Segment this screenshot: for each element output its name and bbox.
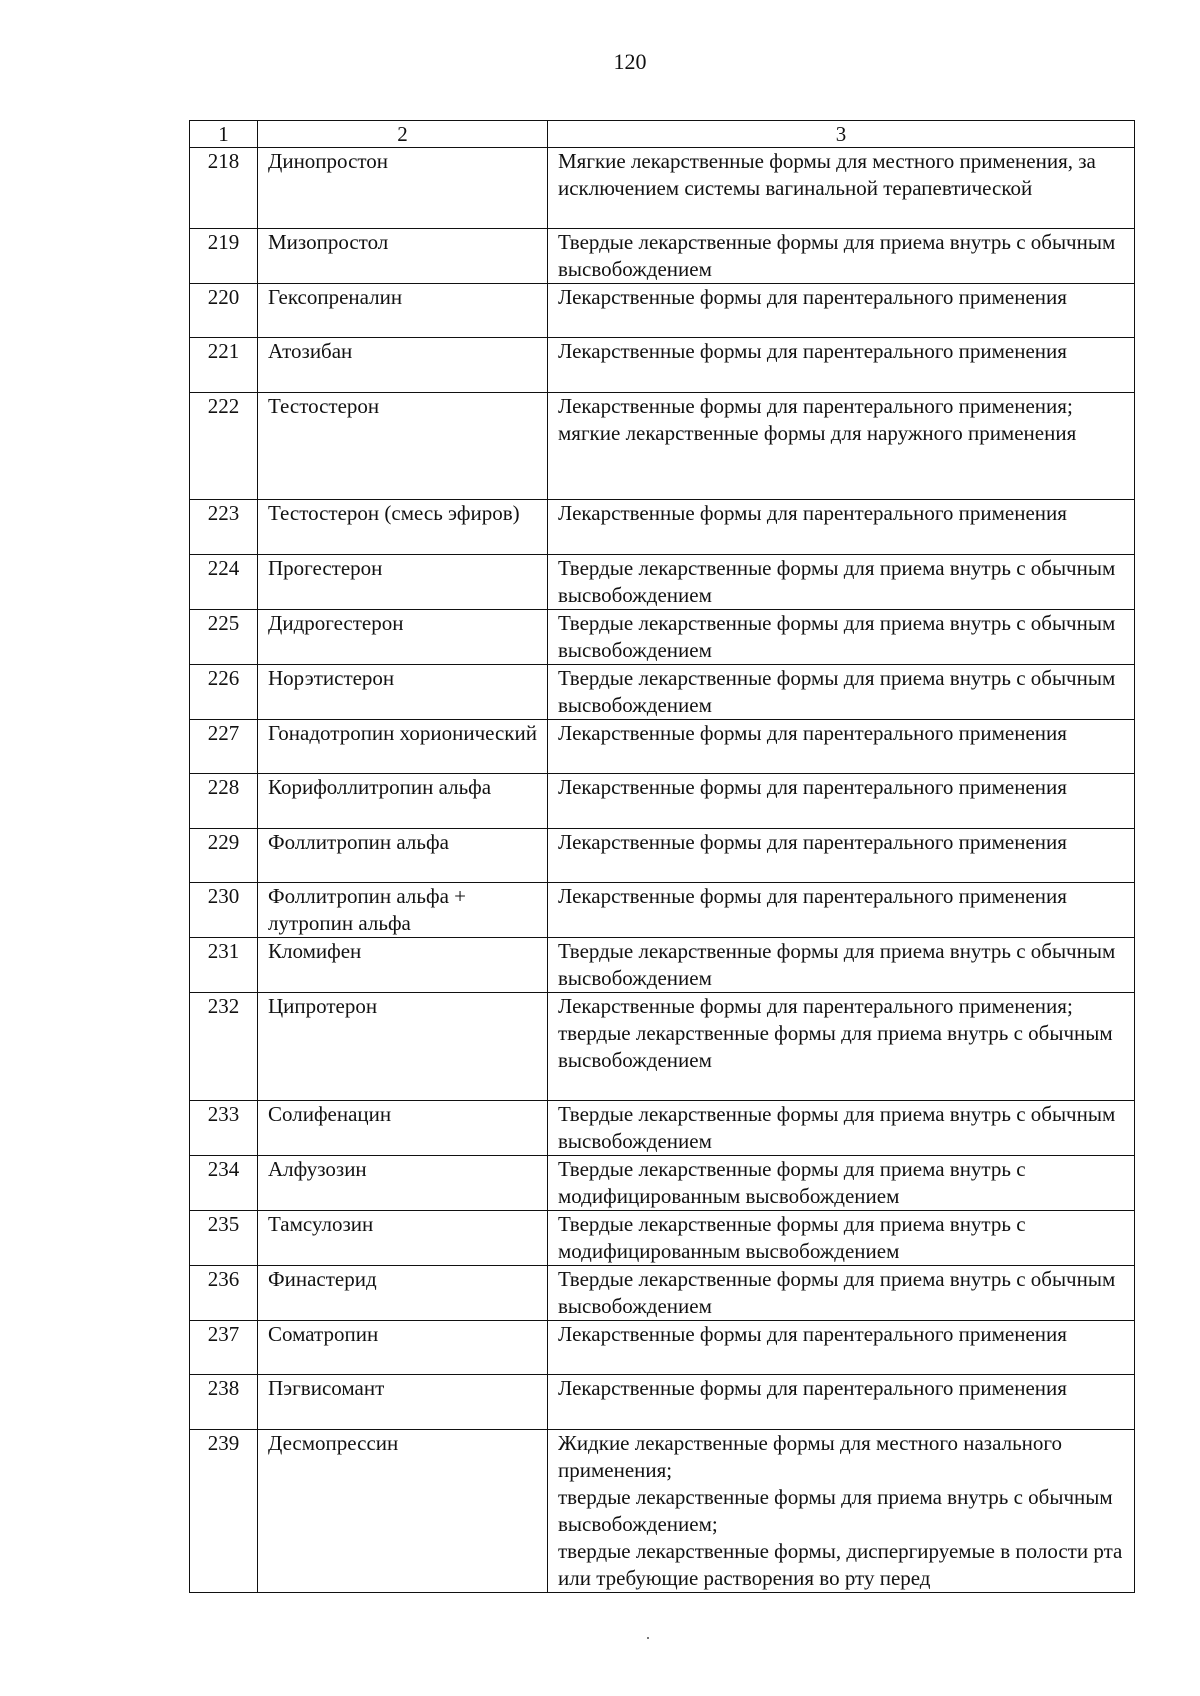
row-number: 226 (190, 664, 258, 719)
dosage-form-entry: Твердые лекарственные формы для приема внутрь с модифицированным высвобождением (558, 1156, 1026, 1208)
dosage-form-entry: Жидкие лекарственные формы для местного назального применения; (558, 1430, 1062, 1482)
dosage-form-entry: Лекарственные формы для парентерального применения (558, 501, 1067, 525)
drug-name: Атозибан (258, 338, 548, 393)
drug-name: Гонадотропин хорионический (258, 719, 548, 774)
row-number: 223 (190, 500, 258, 555)
table-row (190, 392, 1135, 500)
table-header-row (190, 121, 1135, 148)
row-number: 235 (190, 1210, 258, 1265)
dosage-forms (548, 1155, 1135, 1210)
drug-name: Фоллитропин альфа (258, 828, 548, 883)
dosage-form-entry: Лекарственные формы для парентерального применения (558, 1321, 1067, 1346)
table-row (190, 938, 1135, 993)
row-number: 225 (190, 609, 258, 664)
row-number: 228 (190, 774, 258, 829)
dosage-forms (548, 1265, 1135, 1320)
drug-name: Пэгвисомант (258, 1375, 548, 1430)
dosage-form-entry: Твердые лекарственные формы для приема внутрь с обычным высвобождением (558, 229, 1116, 281)
table-row (190, 1375, 1135, 1430)
drug-name: Ципротерон (258, 993, 548, 1101)
table-row (190, 664, 1135, 719)
table-row (190, 828, 1135, 883)
dosage-forms (548, 774, 1135, 829)
dosage-form-entry: Лекарственные формы для парентерального применения (558, 1376, 1067, 1400)
dosage-forms (548, 883, 1135, 938)
row-number: 234 (190, 1155, 258, 1210)
drug-name: Динопростон (258, 148, 548, 229)
table-row (190, 883, 1135, 938)
drug-name: Солифенацин (258, 1100, 548, 1155)
drug-name: Гексопреналин (258, 283, 548, 338)
dosage-forms (548, 338, 1135, 393)
dosage-forms (548, 1375, 1135, 1430)
drug-name: Дидрогестерон (258, 609, 548, 664)
dosage-form-entry: Твердые лекарственные формы для приема внутрь с обычным высвобождением (558, 555, 1116, 607)
drug-name: Финастерид (258, 1265, 548, 1320)
dosage-form-entry: Лекарственные формы для парентерального применения; (558, 994, 1073, 1018)
table-row (190, 1100, 1135, 1155)
drug-name: Соматропин (258, 1320, 548, 1375)
column-header-1: 1 (190, 121, 258, 148)
dosage-forms (548, 148, 1135, 229)
dosage-form-entry: Твердые лекарственные формы для приема внутрь с обычным высвобождением (558, 610, 1116, 662)
dosage-form-entry: Лекарственные формы для парентерального применения (558, 720, 1067, 745)
dosage-form-entry: Лекарственные формы для парентерального применения; (558, 393, 1073, 418)
drug-name: Алфузозин (258, 1155, 548, 1210)
dosage-forms (548, 1100, 1135, 1155)
dosage-form-entry: Лекарственные формы для парентерального применения (558, 775, 1067, 799)
row-number: 224 (190, 554, 258, 609)
medicine-table (189, 120, 1135, 1593)
dosage-forms (548, 1429, 1135, 1592)
dosage-form-entry: твердые лекарственные формы для приема внутрь с обычным высвобождением (558, 1021, 1113, 1072)
table-row (190, 1429, 1135, 1592)
table-row (190, 719, 1135, 774)
scan-speck (647, 1637, 649, 1639)
dosage-form-entry: твердые лекарственные формы, диспергируемые в полости рта или требующие растворения во рту перед (558, 1538, 1123, 1590)
row-number: 219 (190, 228, 258, 283)
row-number: 222 (190, 392, 258, 500)
dosage-forms (548, 828, 1135, 883)
row-number: 237 (190, 1320, 258, 1375)
table-row (190, 554, 1135, 609)
table-row (190, 609, 1135, 664)
table-row (190, 338, 1135, 393)
dosage-form-entry: Твердые лекарственные формы для приема внутрь с обычным высвобождением (558, 1101, 1116, 1153)
column-header-3: 3 (548, 121, 1135, 148)
row-number: 236 (190, 1265, 258, 1320)
row-number: 221 (190, 338, 258, 393)
dosage-form-entry: Лекарственные формы для парентерального применения (558, 284, 1067, 309)
dosage-forms (548, 1320, 1135, 1375)
row-number: 220 (190, 283, 258, 338)
table-body (190, 121, 1135, 1593)
drug-name: Мизопростол (258, 228, 548, 283)
drug-name: Прогестерон (258, 554, 548, 609)
drug-name: Тестостерон (258, 392, 548, 500)
row-number: 229 (190, 828, 258, 883)
dosage-form-entry: Твердые лекарственные формы для приема внутрь с обычным высвобождением (558, 1266, 1116, 1318)
table-row (190, 1155, 1135, 1210)
column-header-2: 2 (258, 121, 548, 148)
dosage-forms (548, 392, 1135, 500)
dosage-forms (548, 719, 1135, 774)
dosage-forms (548, 228, 1135, 283)
dosage-form-entry: Мягкие лекарственные формы для местного применения, за исключением системы вагинальной терапевтической (558, 149, 1096, 200)
row-number: 218 (190, 148, 258, 229)
table-row (190, 1265, 1135, 1320)
row-number: 230 (190, 883, 258, 938)
dosage-forms (548, 609, 1135, 664)
dosage-form-entry: Лекарственные формы для парентерального применения (558, 339, 1067, 363)
dosage-form-entry: Твердые лекарственные формы для приема внутрь с обычным высвобождением (558, 665, 1116, 717)
drug-name: Фоллитропин альфа + лутропин альфа (258, 883, 548, 938)
table-row (190, 774, 1135, 829)
dosage-form-entry: Лекарственные формы для парентерального применения (558, 884, 1067, 908)
dosage-forms (548, 664, 1135, 719)
dosage-forms (548, 938, 1135, 993)
dosage-forms (548, 500, 1135, 555)
drug-name: Десмопрессин (258, 1429, 548, 1592)
row-number: 232 (190, 993, 258, 1101)
table-row (190, 148, 1135, 229)
table-row (190, 1210, 1135, 1265)
row-number: 227 (190, 719, 258, 774)
dosage-forms (548, 554, 1135, 609)
dosage-form-entry: твердые лекарственные формы для приема внутрь с обычным высвобождением; (558, 1484, 1113, 1536)
dosage-form-entry: мягкие лекарственные формы для наружного применения (558, 420, 1077, 445)
table-row (190, 283, 1135, 338)
row-number: 238 (190, 1375, 258, 1430)
drug-name: Корифоллитропин альфа (258, 774, 548, 829)
drug-name: Норэтистерон (258, 664, 548, 719)
dosage-forms (548, 283, 1135, 338)
table-row (190, 228, 1135, 283)
row-number: 231 (190, 938, 258, 993)
table-row (190, 1320, 1135, 1375)
dosage-form-entry: Твердые лекарственные формы для приема внутрь с обычным высвобождением (558, 939, 1116, 990)
table-row (190, 500, 1135, 555)
row-number: 239 (190, 1429, 258, 1592)
drug-name: Тестостерон (смесь эфиров) (258, 500, 548, 555)
table-row (190, 993, 1135, 1101)
dosage-form-entry: Твердые лекарственные формы для приема внутрь с модифицированным высвобождением (558, 1211, 1026, 1263)
dosage-forms (548, 993, 1135, 1101)
dosage-form-entry: Лекарственные формы для парентерального применения (558, 829, 1067, 854)
drug-name: Тамсулозин (258, 1210, 548, 1265)
dosage-forms (548, 1210, 1135, 1265)
drug-name: Кломифен (258, 938, 548, 993)
page-number: 120 (613, 49, 647, 74)
row-number: 233 (190, 1100, 258, 1155)
